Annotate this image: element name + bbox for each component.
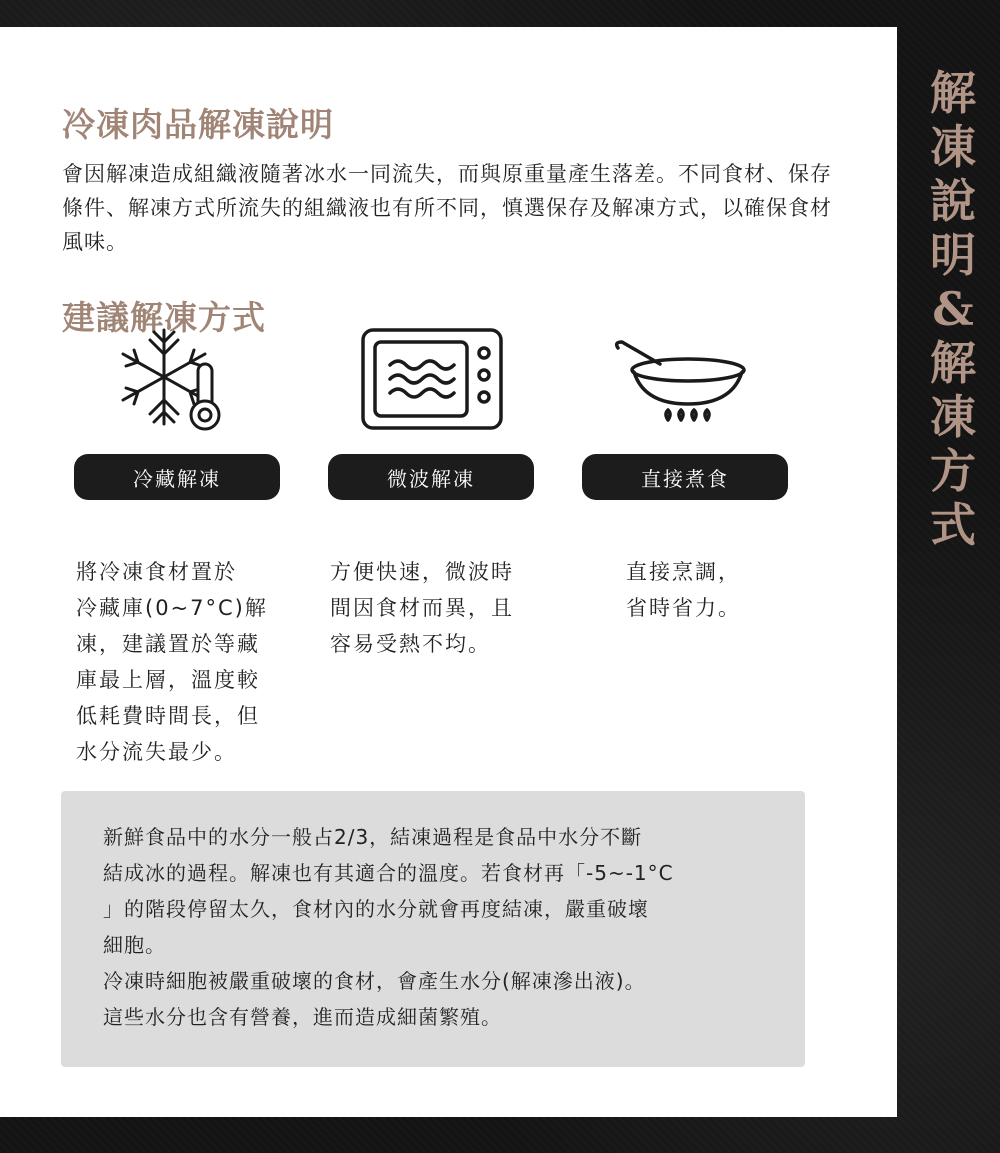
desc-line: 庫最上層，溫度較 <box>76 668 260 692</box>
desc-line: 間因食材而異，且 <box>330 596 514 620</box>
side-title-char: 方 <box>930 444 976 498</box>
microwave-thaw-label: 微波解凍 <box>328 454 534 500</box>
direct-cooking-description <box>626 554 786 626</box>
desc-line: 將冷凍食材置於 <box>76 560 237 584</box>
side-title-char: 明 <box>930 228 976 282</box>
side-title-char: & <box>932 282 974 336</box>
side-title-char: 凍 <box>930 120 976 174</box>
thaw-explanation-title: 冷凍肉品解凍說明 <box>62 105 334 144</box>
vertical-side-title <box>918 66 988 552</box>
desc-line: 方便快速，微波時 <box>330 560 514 584</box>
side-title-char: 式 <box>930 498 976 552</box>
side-title-char: 凍 <box>930 390 976 444</box>
desc-line: 冷藏庫(0~7°C)解 <box>76 596 268 620</box>
fridge-thaw-description <box>76 554 291 770</box>
suggested-methods-title: 建議解凍方式 <box>62 298 266 337</box>
desc-line: 省時省力。 <box>626 596 741 620</box>
desc-line: 水分流失最少。 <box>76 740 237 764</box>
note-line: 結成冰的過程。解凍也有其適合的溫度。若食材再「-5~-1°C <box>103 861 674 885</box>
water-content-note-box <box>61 791 805 1067</box>
snowflake-thermometer-icon <box>114 322 226 432</box>
content-card <box>0 27 897 1117</box>
side-title-char: 解 <box>930 66 976 120</box>
desc-line: 低耗費時間長，但 <box>76 704 260 728</box>
note-line: 這些水分也含有營養，進而造成細菌繁殖。 <box>103 1005 502 1029</box>
frying-pan-icon <box>612 340 750 426</box>
desc-line: 直接烹調， <box>626 560 741 584</box>
note-text <box>103 819 793 1035</box>
desc-line: 凍，建議置於等藏 <box>76 632 260 656</box>
fridge-thaw-label: 冷藏解凍 <box>74 454 280 500</box>
thaw-explanation-body: 會因解凍造成組織液隨著冰水一同流失，而與原重量產生落差。不同食材、保存條件、解凍方式所流失的組織液也有所不同，慎選保存及解凍方式，以確保食材風味。 <box>62 162 832 254</box>
microwave-thaw-description <box>330 554 545 662</box>
direct-cooking-label: 直接煮食 <box>582 454 788 500</box>
note-line: 冷凍時細胞被嚴重破壞的食材，會產生水分(解凍滲出液)。 <box>103 969 646 993</box>
desc-line: 容易受熱不均。 <box>330 632 491 656</box>
side-title-char: 說 <box>930 174 976 228</box>
microwave-icon <box>360 327 504 431</box>
note-line: 細胞。 <box>103 933 166 957</box>
note-line: 」的階段停留太久，食材內的水分就會再度結凍，嚴重破壞 <box>103 897 649 921</box>
note-line: 新鮮食品中的水分一般占2/3，結凍過程是食品中水分不斷 <box>103 825 643 849</box>
side-title-char: 解 <box>930 336 976 390</box>
